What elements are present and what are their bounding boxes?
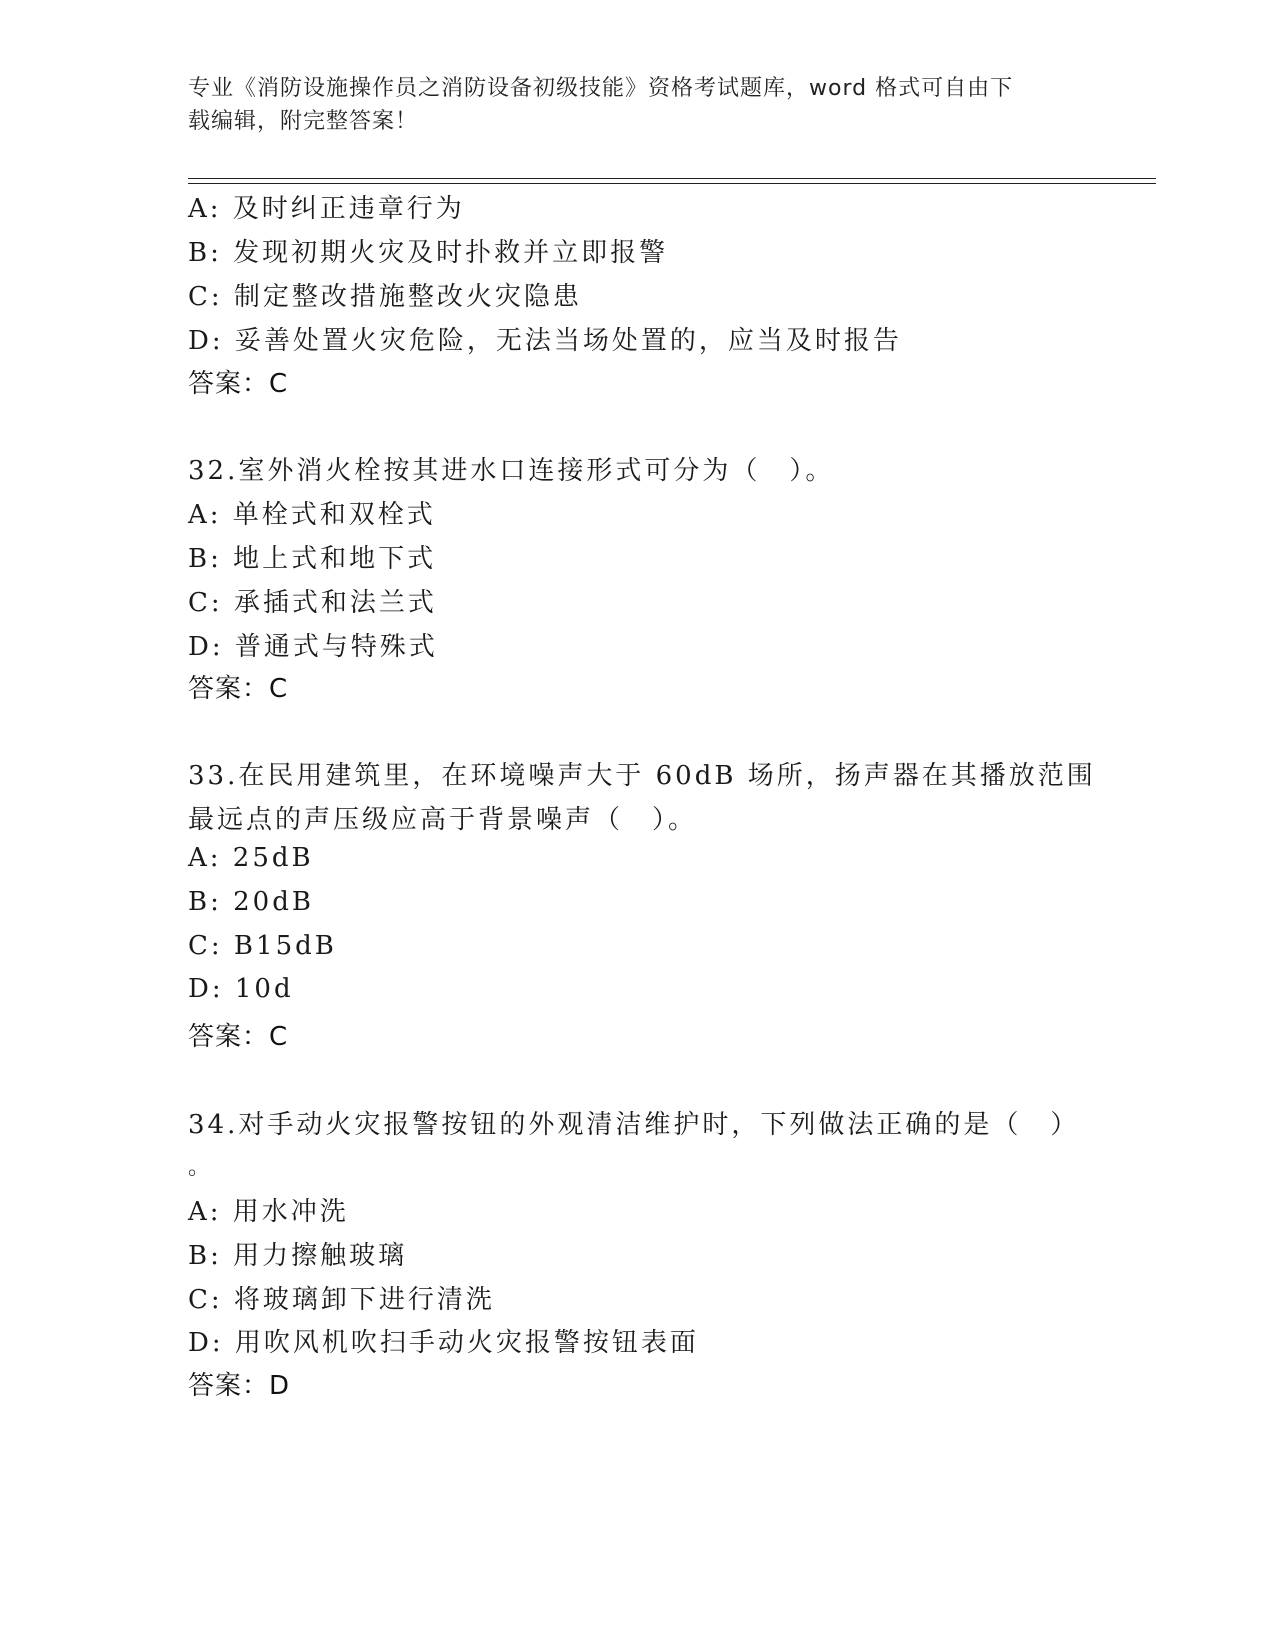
- q32-option-c: C: 承插式和法兰式: [188, 588, 437, 618]
- header-divider-bottom: [188, 183, 1156, 184]
- header-line-2: 载编辑，附完整答案！: [188, 109, 419, 134]
- q31-option-b: B: 发现初期火灾及时扑救并立即报警: [188, 238, 669, 268]
- q34-answer: 答案：D: [188, 1371, 291, 1401]
- q33-option-d: D: 10d: [188, 974, 294, 1004]
- q33-option-b: B: 20dB: [188, 887, 314, 917]
- document-header: [188, 72, 1068, 138]
- q31-option-d: D: 妥善处置火灾危险，无法当场处置的，应当及时报告: [188, 326, 902, 356]
- q33-stem-line-2: 最远点的声压级应高于背景噪声（ ）。: [188, 805, 698, 835]
- q34-stem-line-1: 34.对手动火灾报警按钮的外观清洁维护时，下列做法正确的是（ ）: [188, 1110, 1080, 1140]
- q32-option-d: D: 普通式与特殊式: [188, 632, 438, 662]
- q34-option-a: A: 用水冲洗: [188, 1197, 349, 1227]
- header-line-1: 专业《消防设施操作员之消防设备初级技能》资格考试题库，word 格式可自由下: [188, 76, 1014, 101]
- q34-option-c: C: 将玻璃卸下进行清洗: [188, 1285, 495, 1315]
- q32-option-b: B: 地上式和地下式: [188, 544, 437, 574]
- q34-option-b: B: 用力擦触玻璃: [188, 1241, 408, 1271]
- q32-option-a: A: 单栓式和双栓式: [188, 500, 436, 530]
- q31-option-c: C: 制定整改措施整改火灾隐患: [188, 282, 582, 312]
- q34-option-d: D: 用吹风机吹扫手动火灾报警按钮表面: [188, 1328, 699, 1358]
- q33-answer: 答案：C: [188, 1022, 289, 1052]
- q31-option-a: A: 及时纠正违章行为: [188, 194, 465, 224]
- q32-stem: 32.室外消火栓按其进水口连接形式可分为（ ）。: [188, 456, 835, 486]
- q33-stem-line-1: 33.在民用建筑里，在环境噪声大于 60dB 场所，扬声器在其播放范围: [188, 761, 1096, 791]
- q32-answer: 答案：C: [188, 674, 289, 704]
- q34-stem-line-2: 。: [188, 1155, 211, 1180]
- q31-answer: 答案：C: [188, 369, 289, 399]
- q33-option-a: A: 25dB: [188, 843, 314, 873]
- header-divider-top: [188, 178, 1156, 179]
- q33-option-c: C: B15dB: [188, 931, 337, 961]
